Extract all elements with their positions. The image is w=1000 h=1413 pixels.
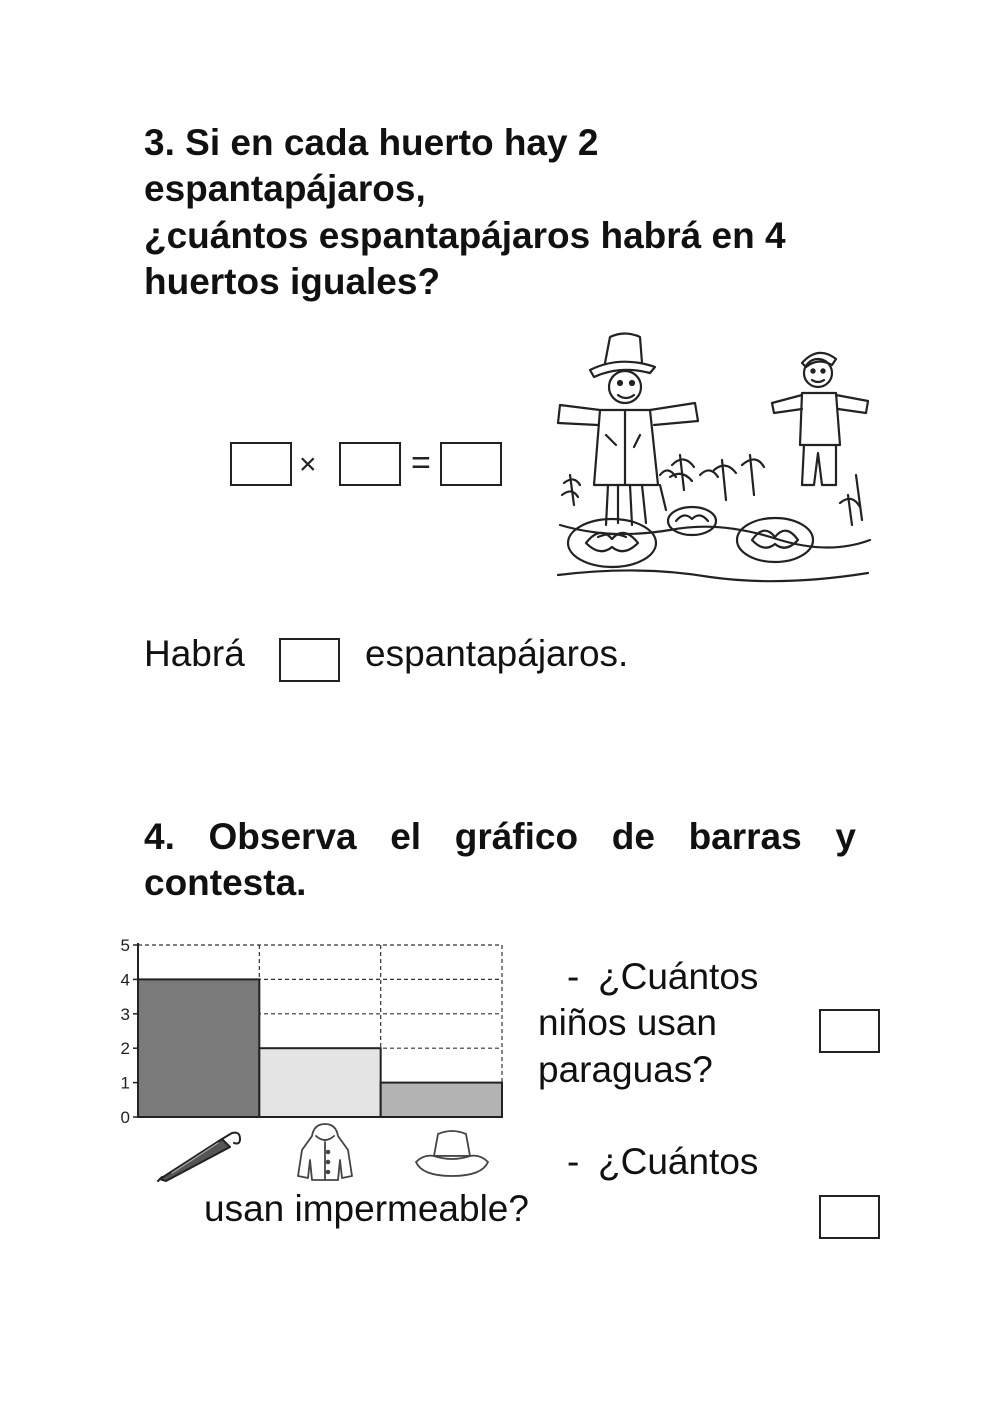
raincoat-icon (294, 1120, 356, 1184)
subquestion-1-line-3: paraguas? (538, 1049, 713, 1090)
subquestion-1-dash: - (567, 956, 580, 997)
heading-word: y (835, 816, 856, 857)
question-3-line-3: ¿cuántos espantapájaros habrá en 4 (144, 215, 786, 256)
raincoat-count-input[interactable] (819, 1195, 880, 1239)
bar-raincoat (259, 1048, 380, 1117)
subquestion-2-line-2: usan impermeable? (204, 1188, 529, 1229)
umbrella-icon (152, 1125, 246, 1185)
answer-prefix: Habrá (144, 633, 245, 674)
y-tick-label: 0 (120, 1108, 130, 1127)
answer-suffix: espantapájaros. (365, 633, 629, 674)
times-sign: × (299, 448, 317, 481)
heading-word: 4. (144, 816, 175, 857)
question-3-line-4: huertos iguales? (144, 261, 441, 302)
product-input[interactable] (440, 442, 502, 486)
y-tick-label: 1 (120, 1073, 130, 1093)
factor-1-input[interactable] (230, 442, 292, 486)
question-3-line-1: 3. Si en cada huerto hay 2 (144, 122, 599, 163)
total-scarecrows-input[interactable] (279, 638, 340, 682)
heading-word: de (611, 816, 655, 857)
chart-ticks (121, 936, 138, 1127)
subquestion-2-dash: - (567, 1141, 580, 1182)
y-tick-label: 5 (120, 936, 130, 955)
factor-2-input[interactable] (339, 442, 401, 486)
subquestion-2-line-1: ¿Cuántos (598, 1141, 759, 1182)
equals-sign: = (411, 444, 431, 482)
question-4-heading (144, 814, 856, 906)
heading-word: el (390, 816, 422, 857)
bar-rain-hat (381, 1083, 502, 1117)
y-tick-label: 3 (120, 1004, 130, 1024)
heading-word: Observa (208, 816, 357, 857)
question-4-heading-line-2: contesta. (144, 862, 307, 903)
heading-word: barras (688, 816, 802, 857)
bar-umbrella (138, 979, 259, 1117)
y-tick-label: 4 (120, 970, 130, 990)
heading-word: gráfico (454, 816, 579, 857)
question-3-line-2: espantapájaros, (144, 168, 426, 209)
umbrella-count-input[interactable] (819, 1009, 880, 1053)
rain-hat-icon (412, 1126, 492, 1180)
subquestion-1-line-2: niños usan (538, 1002, 717, 1043)
subquestion-1-line-1: ¿Cuántos (598, 956, 759, 997)
y-tick-label: 2 (120, 1039, 130, 1059)
scarecrows-illustration-icon (550, 325, 875, 587)
